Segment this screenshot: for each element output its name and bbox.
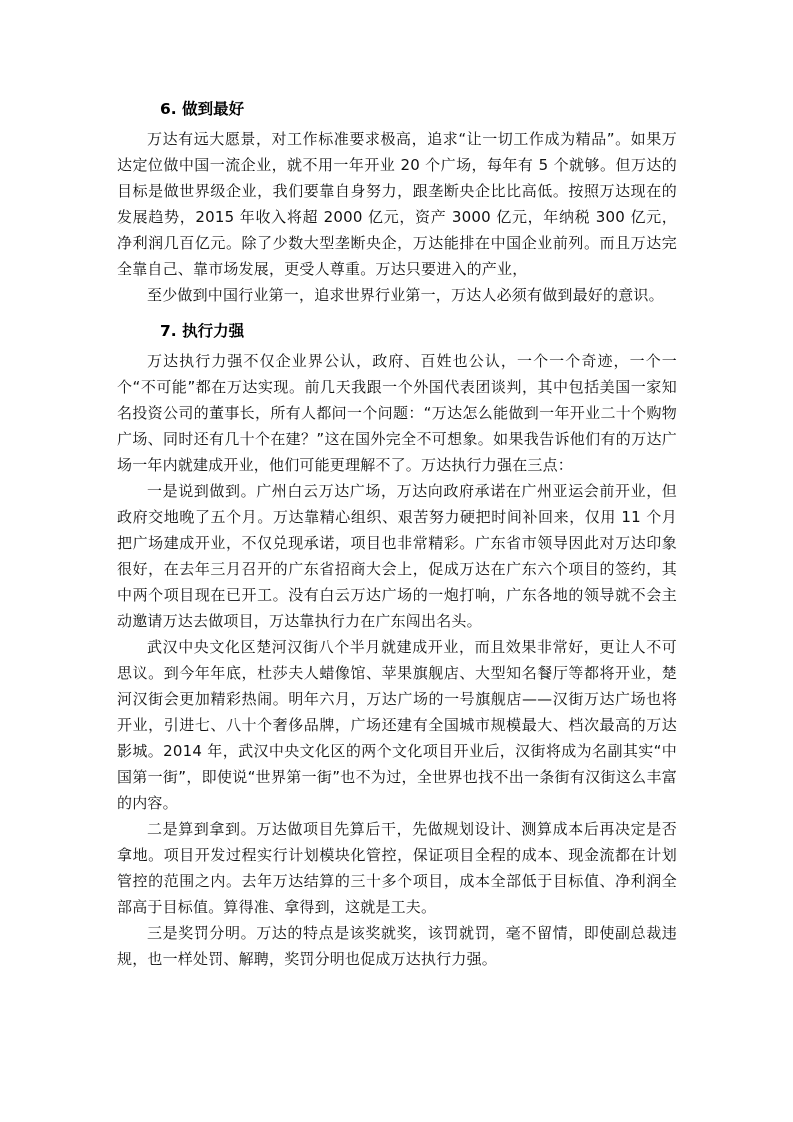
section-7-paragraph-1: 万达执行力强不仅企业界公认，政府、百姓也公认，一个一个奇迹，一个一个“不可能”都在万达实现。前几天我跟一个外国代表团谈判，其中包括美国一家知名投资公司的董事长，所有人都问一个问题：“万达怎么能做到一年开业二十个购物广场、同时还有几十个在建？”这在国外完全不可想象。如果我告诉他们有的万达广场一年内就建成开业，他们可能更理解不了。万达执行力强在三点： (117, 352, 677, 474)
section-7-paragraph-4: 二是算到拿到。万达做项目先算后干，先做规划设计、测算成本后再决定是否拿地。项目开发过程实行计划模块化管控，保证项目全程的成本、现金流都在计划管控的范围之内。去年万达结算的三十多个项目，成本全部低于目标值、净利润全部高于目标值。算得准、拿得到，这就是工夫。 (117, 820, 677, 916)
section-6-paragraph-1: 万达有远大愿景，对工作标准要求极高，追求“让一切工作成为精品”。如果万达定位做中国一流企业，就不用一年开业 20 个广场，每年有 5 个就够。但万达的目标是做世界级企业，我们要靠自身努力，跟垄断央企比比高低。按照万达现在的发展趋势，2015 年收入将超 2000 亿元，资产 3000 亿元，年纳税 300 亿元，净利润几百亿元。除了少数大型垄断央企，万达能排在中国企业前列。而且万达完全靠自己、靠市场发展，更受人尊重。万达只要进入的产业， (117, 130, 677, 278)
section-6-paragraph-2: 至少做到中国行业第一，追求世界行业第一，万达人必须有做到最好的意识。 (147, 286, 664, 304)
section-7-paragraph-5: 三是奖罚分明。万达的特点是该奖就奖，该罚就罚，毫不留情，即使副总裁违规，也一样处罚、解聘，奖罚分明也促成万达执行力强。 (117, 924, 677, 968)
section-7-paragraph-2: 一是说到做到。广州白云万达广场，万达向政府承诺在广州亚运会前开业，但政府交地晚了五个月。万达靠精心组织、艰苦努力硬把时间补回来，仅用 11 个月把广场建成开业，不仅兑现承诺，项目也非常精彩。广东省市领导因此对万达印象很好，在去年三月召开的广东省招商大会上，促成万达在广东六个项目的签约，其中两个项目现在已开工。没有白云万达广场的一炮打响，广东各地的领导就不会主动邀请万达去做项目，万达靠执行力在广东闯出名头。 (117, 482, 677, 630)
document-body (117, 96, 677, 972)
section-heading-7: 7. 执行力强 (160, 322, 245, 340)
section-heading-6: 6. 做到最好 (160, 100, 245, 118)
section-7-paragraph-3: 武汉中央文化区楚河汉街八个半月就建成开业，而且效果非常好，更让人不可思议。到今年年底，杜莎夫人蜡像馆、苹果旗舰店、大型知名餐厅等都将开业，楚河汉街会更加精彩热闹。明年六月，万达广场的一号旗舰店——汉街万达广场也将开业，引进七、八十个奢侈品牌，广场还建有全国城市规模最大、档次最高的万达影城。2014 年，武汉中央文化区的两个文化项目开业后，汉街将成为名副其实“中国第一街”，即使说“世界第一街”也不为过，全世界也找不出一条街有汉街这么丰富的内容。 (117, 638, 677, 812)
